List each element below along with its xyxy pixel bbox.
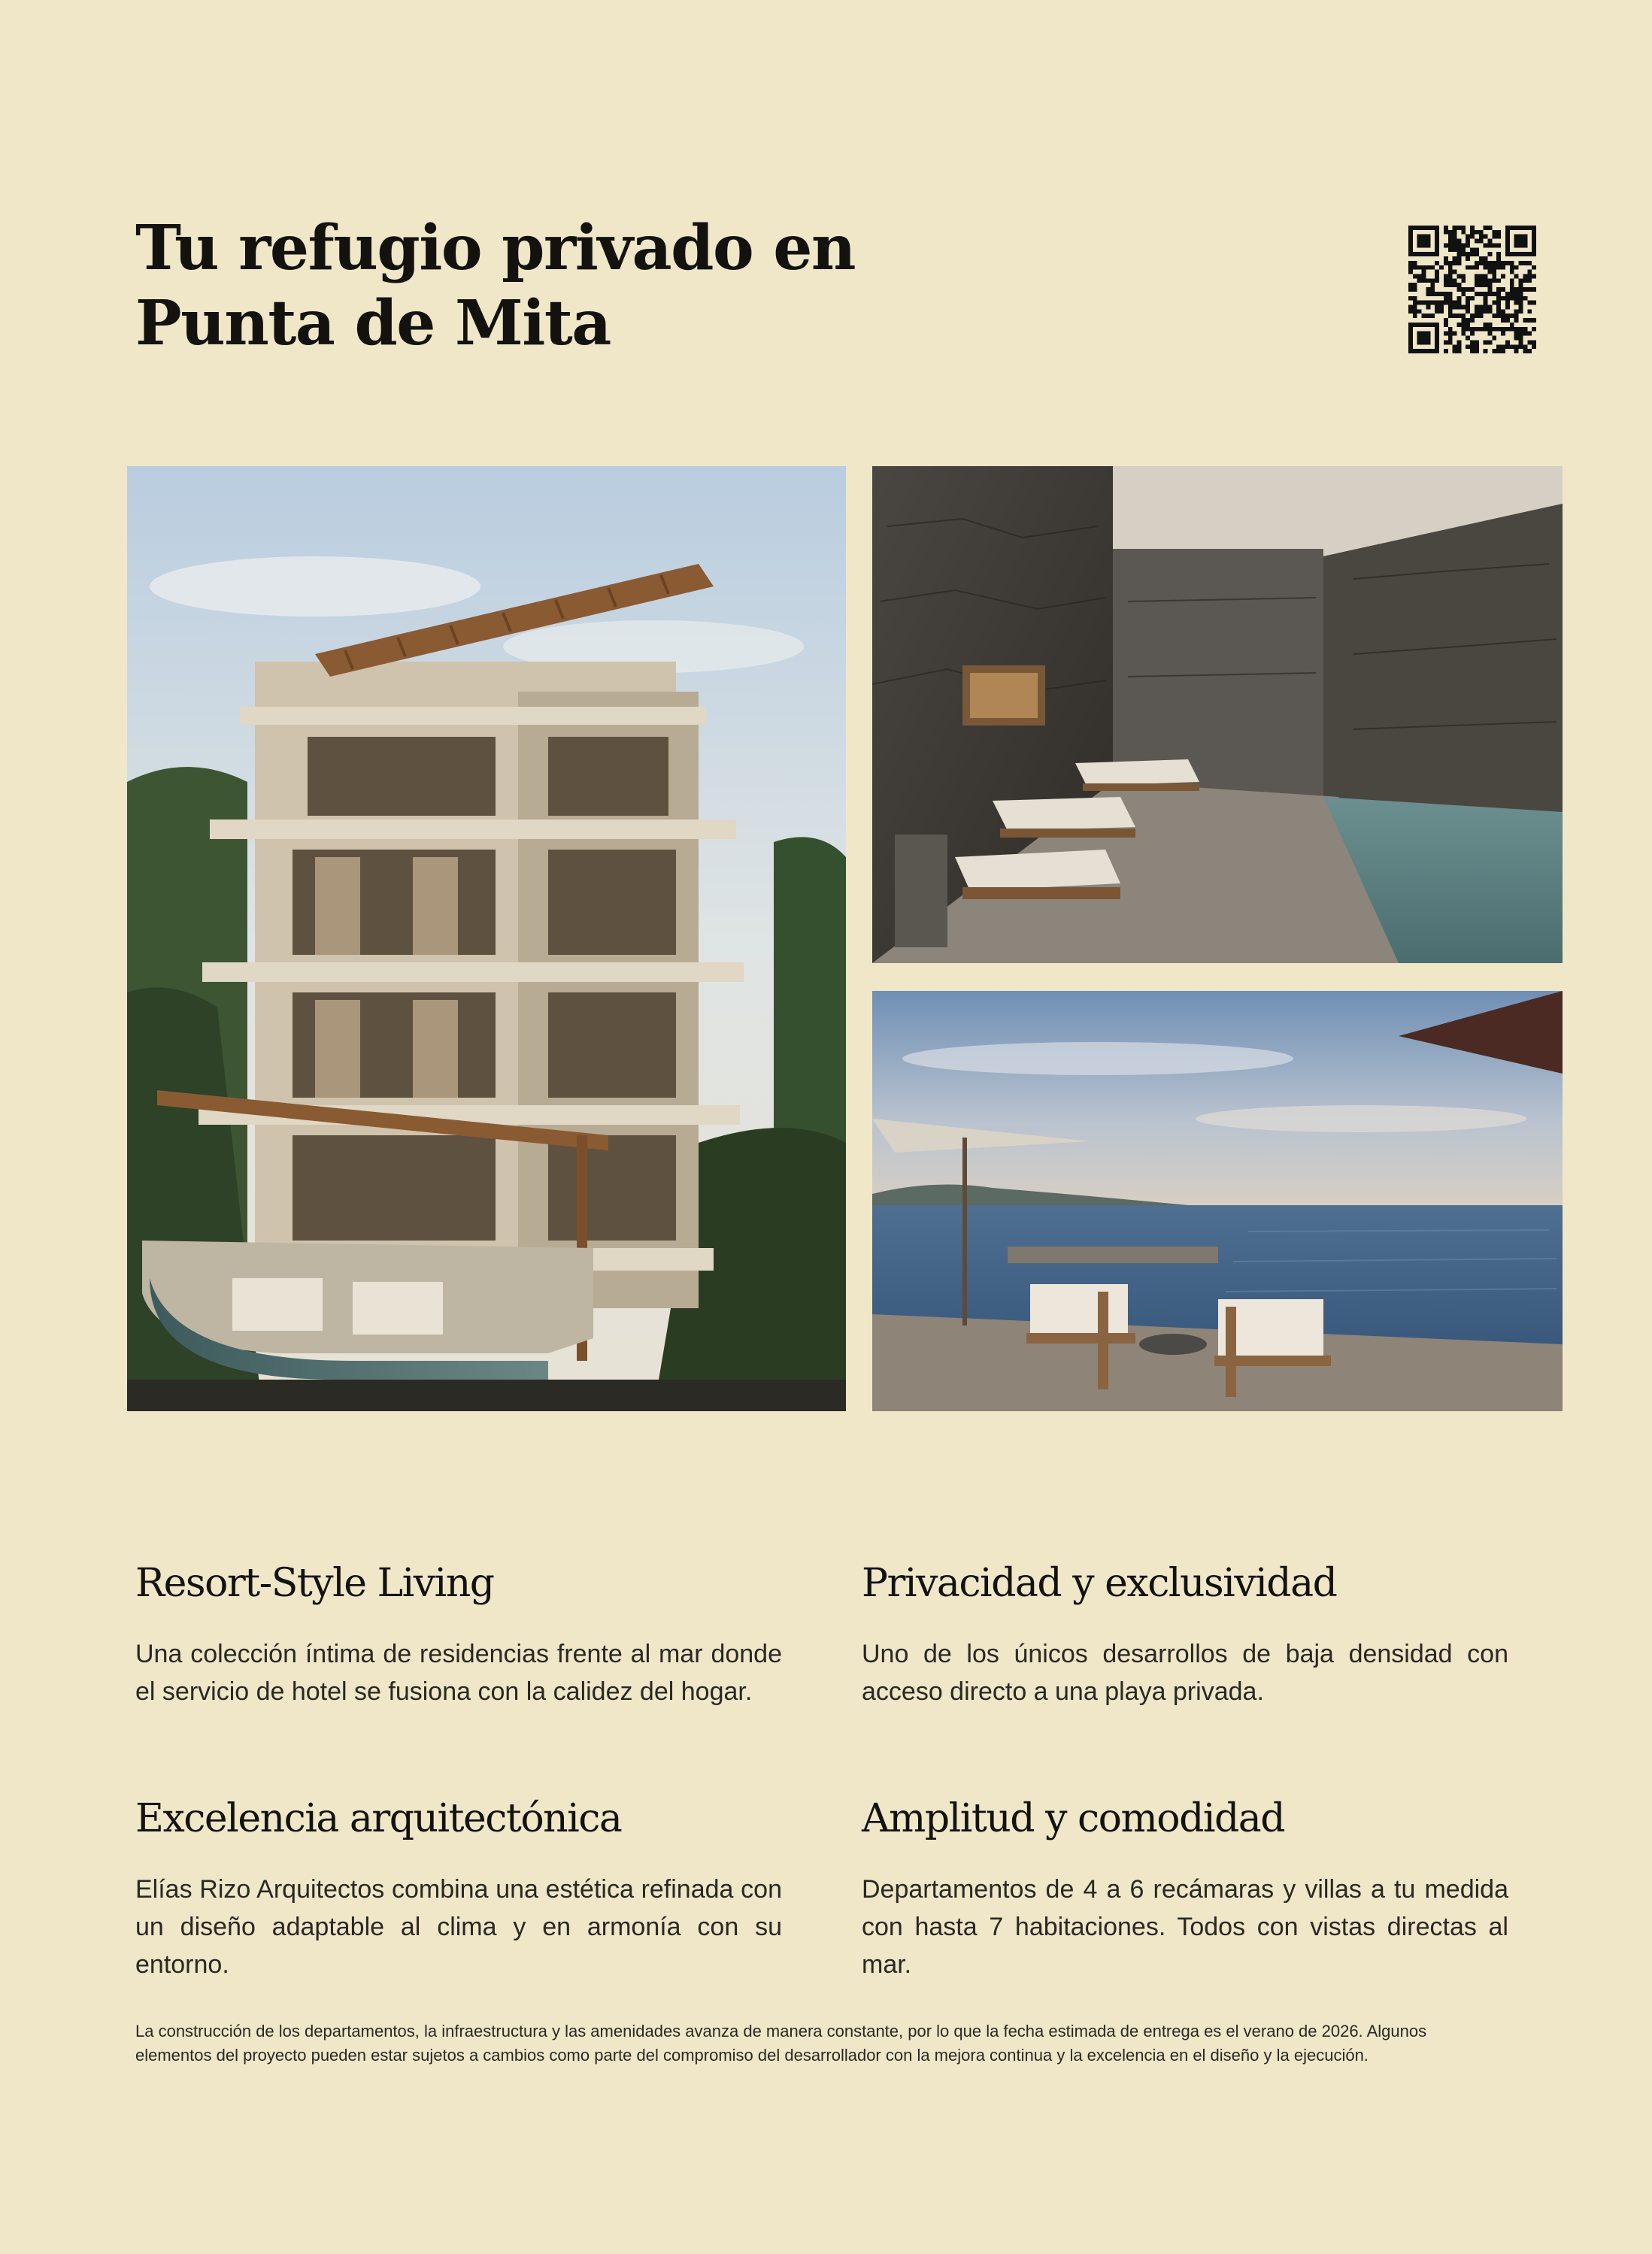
feature-amplitud-comodidad [862, 1795, 1508, 1983]
spa-pool-rendering [872, 466, 1563, 963]
feature-heading: Privacidad y exclusividad [862, 1561, 1337, 1606]
feature-resort-style-living [135, 1560, 782, 1710]
title-line-2: Punta de Mita [135, 287, 611, 359]
feature-text: Elías Rizo Arquitectos combina una estética refinada con un diseño adaptable al clima y en armonía con su entorno. [135, 1875, 782, 1979]
feature-text: Una colección íntima de residencias frente al mar donde el servicio de hotel se fusiona con la calidez del hogar. [135, 1640, 782, 1706]
feature-text: Uno de los únicos desarrollos de baja densidad con acceso directo a una playa privada. [862, 1640, 1508, 1706]
feature-excelencia-arquitectonica [135, 1795, 782, 1983]
feature-privacidad-exclusividad [862, 1560, 1508, 1710]
feature-heading: Excelencia arquitectónica [135, 1796, 622, 1841]
feature-text: Departamentos de 4 a 6 recámaras y villas a tu medida con hasta 7 habitaciones. Todos con vistas directas al mar. [862, 1875, 1508, 1979]
title-line-1: Tu refugio privado en [135, 212, 855, 284]
qr-code-icon[interactable] [1408, 226, 1536, 353]
ocean-terrace-rendering [872, 991, 1563, 1411]
building-rendering [127, 466, 846, 1411]
feature-heading: Amplitud y comodidad [862, 1796, 1285, 1841]
page-title [135, 211, 962, 361]
legal-disclaimer: La construcción de los departamentos, la infraestructura y las amenidades avanza de manera constante, por lo que la fecha estimada de entrega es el verano de 2026. Algunos elementos del proyecto pueden estar sujetos a cambios como parte del compromiso del desarrollador con la mejora continua y la excelencia en el diseño y la ejecución. [135, 2022, 1427, 2065]
feature-heading: Resort-Style Living [135, 1561, 494, 1606]
